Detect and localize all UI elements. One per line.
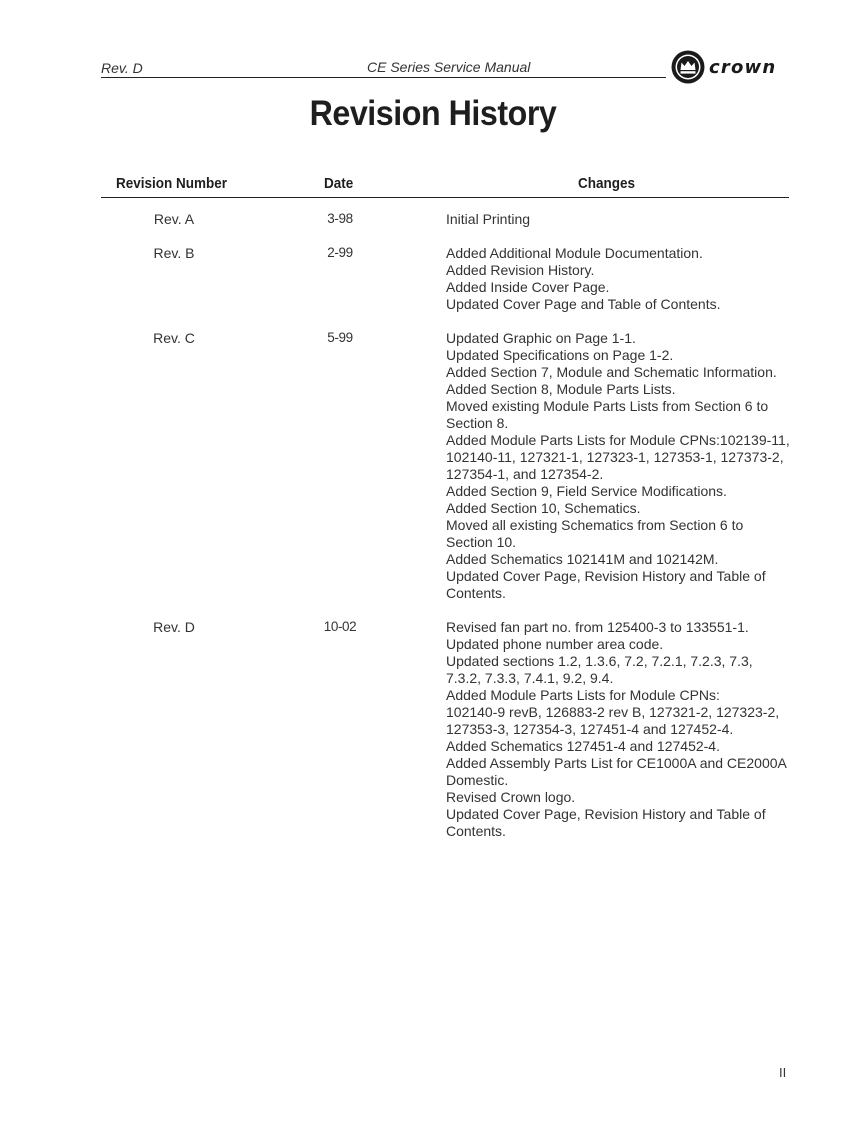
change-line: Added Schematics 127451-4 and 127452-4. (446, 738, 720, 754)
change-line: Updated Specifications on Page 1-2. (446, 347, 674, 363)
change-line: 7.3.2, 7.3.3, 7.4.1, 9.2, 9.4. (446, 670, 614, 686)
changes-cell (446, 619, 806, 840)
change-line: Updated Cover Page and Table of Contents. (446, 296, 721, 312)
change-line: Added Module Parts Lists for Module CPNs:102139-11, (446, 432, 790, 448)
column-header-date: Date (324, 175, 354, 192)
crown-logo (670, 47, 776, 87)
change-line: Moved all existing Schematics from Section 6 to (446, 517, 744, 533)
changes-cell (446, 211, 806, 228)
change-line: Revised fan part no. from 125400-3 to 133551-1. (446, 619, 749, 635)
table-header-divider (101, 197, 789, 198)
change-line: Added Schematics 102141M and 102142M. (446, 551, 719, 567)
change-line: Revised Crown logo. (446, 789, 576, 805)
revision-cell: Rev. C (153, 330, 195, 346)
change-line: Added Section 10, Schematics. (446, 500, 641, 516)
change-line: 102140-9 revB, 126883-2 rev B, 127321-2, 127323-2, (446, 704, 780, 720)
page-title: Revision History (309, 94, 557, 133)
change-line: Updated Cover Page, Revision History and Table of (446, 806, 766, 822)
header-revision: Rev. D (101, 60, 143, 76)
change-line: Domestic. (446, 772, 509, 788)
change-line: Updated sections 1.2, 1.3.6, 7.2, 7.2.1, 7.2.3, 7.3, (446, 653, 753, 669)
change-line: Contents. (446, 585, 506, 601)
changes-cell (446, 245, 806, 313)
page-number: II (779, 1065, 787, 1080)
revision-cell: Rev. D (153, 619, 195, 635)
change-line: Added Module Parts Lists for Module CPNs: (446, 687, 720, 703)
change-line: Section 10. (446, 534, 517, 550)
change-line: Updated phone number area code. (446, 636, 664, 652)
change-line: Added Inside Cover Page. (446, 279, 610, 295)
date-cell: 10-02 (323, 619, 357, 634)
revision-cell: Rev. A (153, 211, 195, 227)
logo-wordmark: crown (709, 56, 777, 78)
change-line: 102140-11, 127321-1, 127323-1, 127353-1, 127373-2, (446, 449, 784, 465)
change-line: Added Section 7, Module and Schematic Information. (446, 364, 777, 380)
crown-badge-icon (670, 49, 706, 85)
header-manual-title: CE Series Service Manual (367, 59, 531, 75)
change-line: Added Section 9, Field Service Modifications. (446, 483, 727, 499)
change-line: Added Assembly Parts List for CE1000A and CE2000A (446, 755, 787, 771)
change-line: Section 8. (446, 415, 509, 431)
change-line: Added Revision History. (446, 262, 595, 278)
change-line: Added Additional Module Documentation. (446, 245, 703, 261)
date-cell: 5-99 (327, 330, 353, 345)
change-line: Contents. (446, 823, 506, 839)
column-header-revision: Revision Number (116, 175, 228, 192)
date-cell: 2-99 (327, 245, 353, 260)
change-line: Moved existing Module Parts Lists from Section 6 to (446, 398, 769, 414)
header-divider (101, 77, 666, 78)
column-header-changes: Changes (578, 175, 636, 192)
change-line: Updated Cover Page, Revision History and Table of (446, 568, 766, 584)
change-line: 127353-3, 127354-3, 127451-4 and 127452-4. (446, 721, 734, 737)
change-line: Added Section 8, Module Parts Lists. (446, 381, 676, 397)
change-line: Updated Graphic on Page 1-1. (446, 330, 636, 346)
date-cell: 3-98 (327, 211, 353, 226)
change-line: Initial Printing (446, 211, 531, 227)
change-line: 127354-1, and 127354-2. (446, 466, 604, 482)
changes-cell (446, 330, 806, 602)
revision-cell: Rev. B (153, 245, 195, 261)
